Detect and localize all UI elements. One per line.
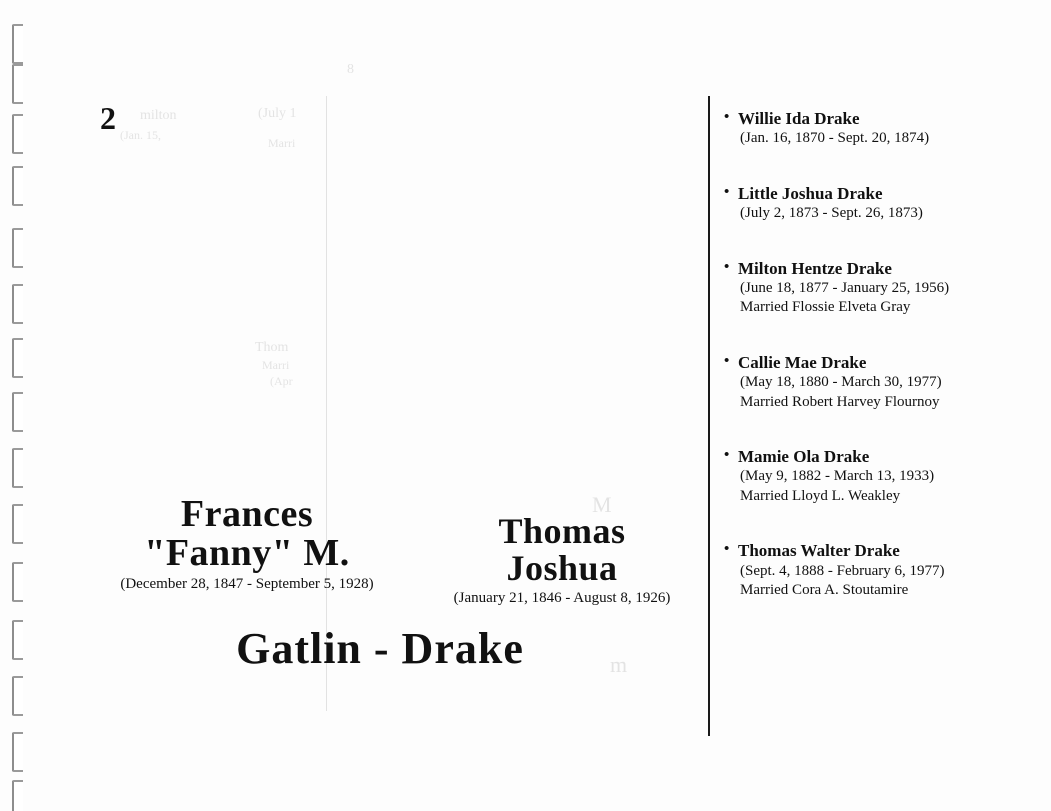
spouse-husband — [412, 513, 712, 607]
child-dates: (May 9, 1882 - March 13, 1933) — [740, 468, 935, 485]
family-surname-heading: Gatlin - Drake — [236, 624, 524, 673]
bullet-icon: • — [724, 541, 730, 558]
child-marriage: Married Flossie Elveta Gray — [740, 299, 911, 316]
child-name: Callie Mae Drake — [738, 352, 867, 372]
child-name: Milton Hentze Drake — [738, 258, 892, 278]
show-through-text: 8 — [347, 62, 354, 77]
child-dates: (July 2, 1873 - Sept. 26, 1873) — [740, 205, 923, 221]
show-through-text: Marri — [268, 136, 296, 150]
show-through-text: (Apr — [270, 374, 293, 388]
child-marriage: Married Cora A. Stoutamire — [740, 582, 909, 598]
wife-name-line1: Frances — [180, 493, 314, 535]
children-list — [724, 108, 1024, 635]
bullet-icon: • — [724, 109, 730, 125]
husband-name-line1: Thomas — [498, 511, 626, 551]
child-dates: (Jan. 16, 1870 - Sept. 20, 1874) — [740, 130, 930, 147]
show-through-text: Marri — [262, 358, 290, 372]
wife-dates: (December 28, 1847 - September 5, 1928) — [120, 576, 374, 593]
show-through-text: (Jan. 15, — [120, 128, 161, 142]
page-number: 2 — [100, 100, 116, 136]
bullet-icon: • — [724, 447, 730, 463]
spiral-binding-holes — [8, 0, 32, 811]
couple-block — [60, 493, 700, 673]
child-name: Mamie Ola Drake — [738, 447, 870, 466]
husband-dates: (January 21, 1846 - August 8, 1926) — [453, 590, 671, 607]
child-dates: (May 18, 1880 - March 30, 1977) — [740, 374, 942, 390]
list-item — [724, 258, 1024, 318]
show-through-text: Thom — [255, 340, 289, 355]
bullet-icon: • — [724, 183, 730, 200]
bullet-icon: • — [724, 258, 730, 275]
list-item — [724, 183, 1024, 224]
husband-name-line2: Joshua — [506, 548, 618, 589]
child-name: Little Joshua Drake — [738, 183, 883, 203]
bullet-icon: • — [724, 352, 730, 369]
child-marriage: Married Robert Harvey Flournoy — [740, 393, 940, 410]
spouse-wife — [82, 495, 412, 593]
list-item — [724, 446, 1024, 506]
list-item — [724, 352, 1024, 412]
show-through-text: milton — [140, 108, 177, 123]
child-name: Willie Ida Drake — [738, 109, 860, 128]
list-item — [724, 108, 1024, 149]
child-dates: (Sept. 4, 1888 - February 6, 1977) — [740, 562, 945, 579]
list-item — [724, 540, 1024, 600]
show-through-text: m — [610, 652, 628, 677]
column-divider-rule — [708, 96, 710, 736]
child-marriage: Married Lloyd L. Weakley — [740, 487, 901, 504]
child-dates: (June 18, 1877 - January 25, 1956) — [740, 279, 950, 296]
show-through-text: (July 1 — [258, 106, 297, 121]
show-through-text: M — [592, 492, 612, 517]
child-name: Thomas Walter Drake — [738, 541, 900, 561]
wife-name-line2: "Fanny" M. — [144, 532, 350, 575]
